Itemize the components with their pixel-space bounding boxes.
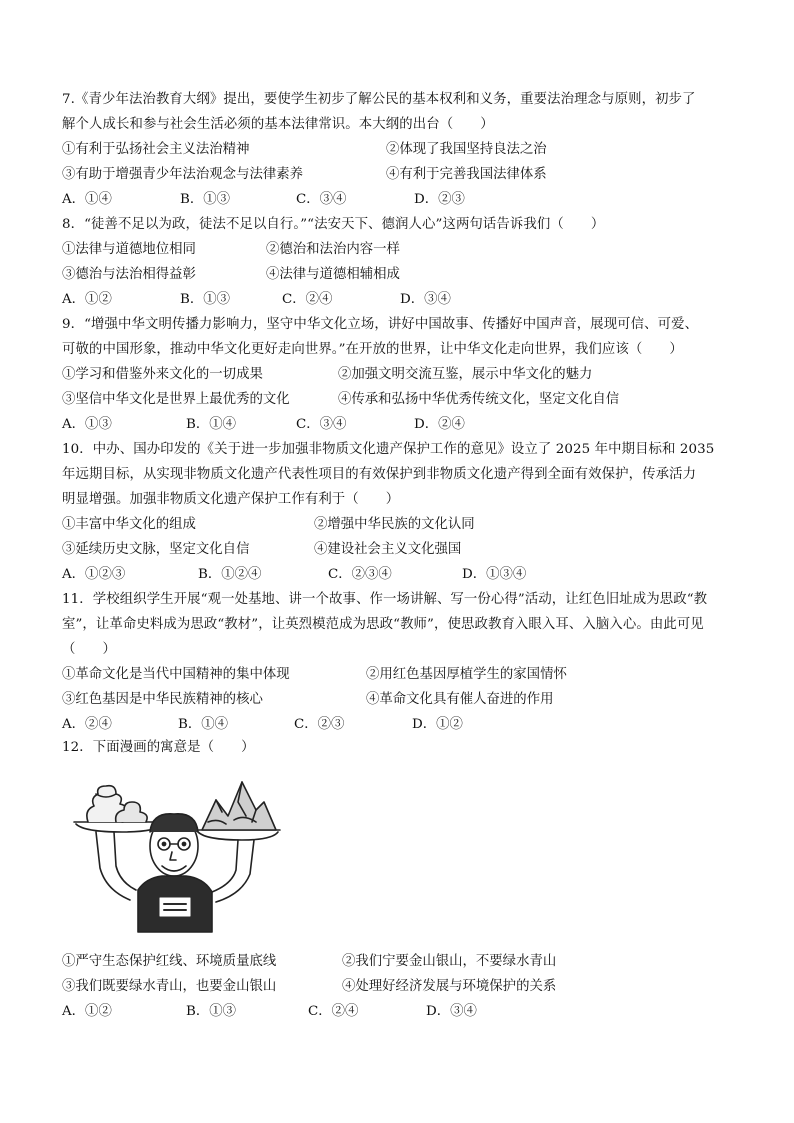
question-10-answer-d: D．①③④ <box>462 567 527 582</box>
question-12-option-1: ①严守生态保护红线、环境质量底线 <box>62 954 277 969</box>
question-9-stem-line-1: 9．“增强中华文明传播力影响力，坚守中华文化立场，讲好中国故事、传播好中国声音，展现可信、可爱、 <box>62 317 699 332</box>
right-tray <box>198 832 278 840</box>
question-10-stem-line-2: 年远期目标，从实现非物质文化遗产代表性项目的有效保护到非物质文化遗产得到全面有效保护，传承活力 <box>62 467 697 482</box>
question-10-answer-a: A．①②③ <box>62 567 126 582</box>
left-arm <box>96 832 130 900</box>
question-11-answer-c: C．②③ <box>294 717 345 732</box>
question-9-stem-line-2: 可敬的中国形象，推动中华文化更好走向世界。”在开放的世界，让中华文化走向世界，我们应该（ ） <box>62 342 683 357</box>
question-11-stem-line-1: 11．学校组织学生开展“观一处基地、讲一个故事、作一场讲解、写一份心得”活动，让红色旧址成为思政“教 <box>62 592 708 607</box>
question-8-option-4: ④法律与道德相辅相成 <box>266 267 400 282</box>
question-12-answer-c: C．②④ <box>308 1004 359 1019</box>
question-9-option-2: ②加强文明交流互鉴，展示中华文化的魅力 <box>338 367 593 382</box>
question-8-stem-line-1: 8．“徒善不足以为政，徒法不足以自行。”“法安天下、德润人心”这两句话告诉我们（ ） <box>62 217 605 232</box>
cartoon-illustration <box>66 772 282 938</box>
question-12-stem-line-1: 12．下面漫画的寓意是（ ） <box>62 740 255 755</box>
question-7-stem-line-1: 7.《青少年法治教育大纲》提出，要使学生初步了解公民的基本权利和义务，重要法治理念与原则，初步了 <box>62 92 696 107</box>
question-12-answer-b: B．①③ <box>186 1004 237 1019</box>
question-12-answer-a: A．①② <box>62 1004 112 1019</box>
question-11-stem-line-2: 室”，让革命史料成为思政“教材”，让英烈模范成为思政“教师”，使思政教育入眼入耳、入脑入心。由此可见 <box>62 617 704 632</box>
question-8-answer-c: C．②④ <box>282 292 333 307</box>
question-11-option-4: ④革命文化具有催人奋进的作用 <box>366 692 554 707</box>
shirt-logo <box>160 898 190 916</box>
question-11-answer-d: D．①② <box>412 717 463 732</box>
question-9-answer-d: D．②④ <box>414 417 465 432</box>
question-12-option-4: ④处理好经济发展与环境保护的关系 <box>342 979 557 994</box>
question-7-option-3: ③有助于增强青少年法治观念与法律素养 <box>62 167 304 182</box>
question-12-option-3: ③我们既要绿水青山，也要金山银山 <box>62 979 277 994</box>
question-8-option-3: ③德治与法治相得益彰 <box>62 267 196 282</box>
question-10-option-4: ④建设社会主义文化强国 <box>314 542 462 557</box>
question-8-answer-d: D．③④ <box>400 292 451 307</box>
question-8-option-2: ②德治和法治内容一样 <box>266 242 400 257</box>
question-9-option-3: ③坚信中华文化是世界上最优秀的文化 <box>62 392 290 407</box>
question-8-answer-b: B．①③ <box>180 292 231 307</box>
question-9-answer-a: A．①③ <box>62 417 112 432</box>
question-9-option-1: ①学习和借鉴外来文化的一切成果 <box>62 367 263 382</box>
question-10-option-3: ③延续历史文脉，坚定文化自信 <box>62 542 250 557</box>
question-7-option-1: ①有利于弘扬社会主义法治精神 <box>62 142 250 157</box>
question-11-stem-line-3: （ ） <box>62 642 116 657</box>
question-7-answer-c: C．③④ <box>296 192 347 207</box>
question-8-option-1: ①法律与道德地位相同 <box>62 242 196 257</box>
question-11-option-3: ③红色基因是中华民族精神的核心 <box>62 692 263 707</box>
question-9-answer-c: C．③④ <box>296 417 347 432</box>
question-7-stem-line-2: 解个人成长和参与社会生活必须的基本法律常识。本大纲的出台（ ） <box>62 117 494 132</box>
question-12-option-2: ②我们宁要金山银山，不要绿水青山 <box>342 954 557 969</box>
question-7-answer-b: B．①③ <box>180 192 231 207</box>
question-10-answer-b: B．①②④ <box>198 567 262 582</box>
question-8-answer-a: A．①② <box>62 292 112 307</box>
question-11-answer-a: A．②④ <box>62 717 112 732</box>
question-10-option-1: ①丰富中华文化的组成 <box>62 517 196 532</box>
question-11-option-1: ①革命文化是当代中国精神的集中体现 <box>62 667 290 682</box>
question-11-option-2: ②用红色基因厚植学生的家国情怀 <box>366 667 567 682</box>
question-7-answer-a: A．①④ <box>62 192 112 207</box>
question-7-option-2: ②体现了我国坚持良法之治 <box>386 142 547 157</box>
green-mountain-icon <box>202 782 276 830</box>
question-10-answer-c: C．②③④ <box>328 567 392 582</box>
question-7-option-4: ④有利于完善我国法律体系 <box>386 167 547 182</box>
question-7-answer-d: D．②③ <box>414 192 465 207</box>
question-9-option-4: ④传承和弘扬中华优秀传统文化，坚定文化自信 <box>338 392 620 407</box>
question-11-answer-b: B．①④ <box>178 717 229 732</box>
question-10-option-2: ②增强中华民族的文化认同 <box>314 517 475 532</box>
question-10-stem-line-3: 明显增强。加强非物质文化遗产保护工作有利于（ ） <box>62 492 400 507</box>
hair <box>150 814 198 832</box>
question-10-stem-line-1: 10．中办、国办印发的《关于进一步加强非物质文化遗产保护工作的意见》设立了 2025 年中期目标和 2035 <box>62 442 715 457</box>
question-9-answer-b: B．①④ <box>186 417 237 432</box>
question-12-answer-d: D．③④ <box>426 1004 477 1019</box>
